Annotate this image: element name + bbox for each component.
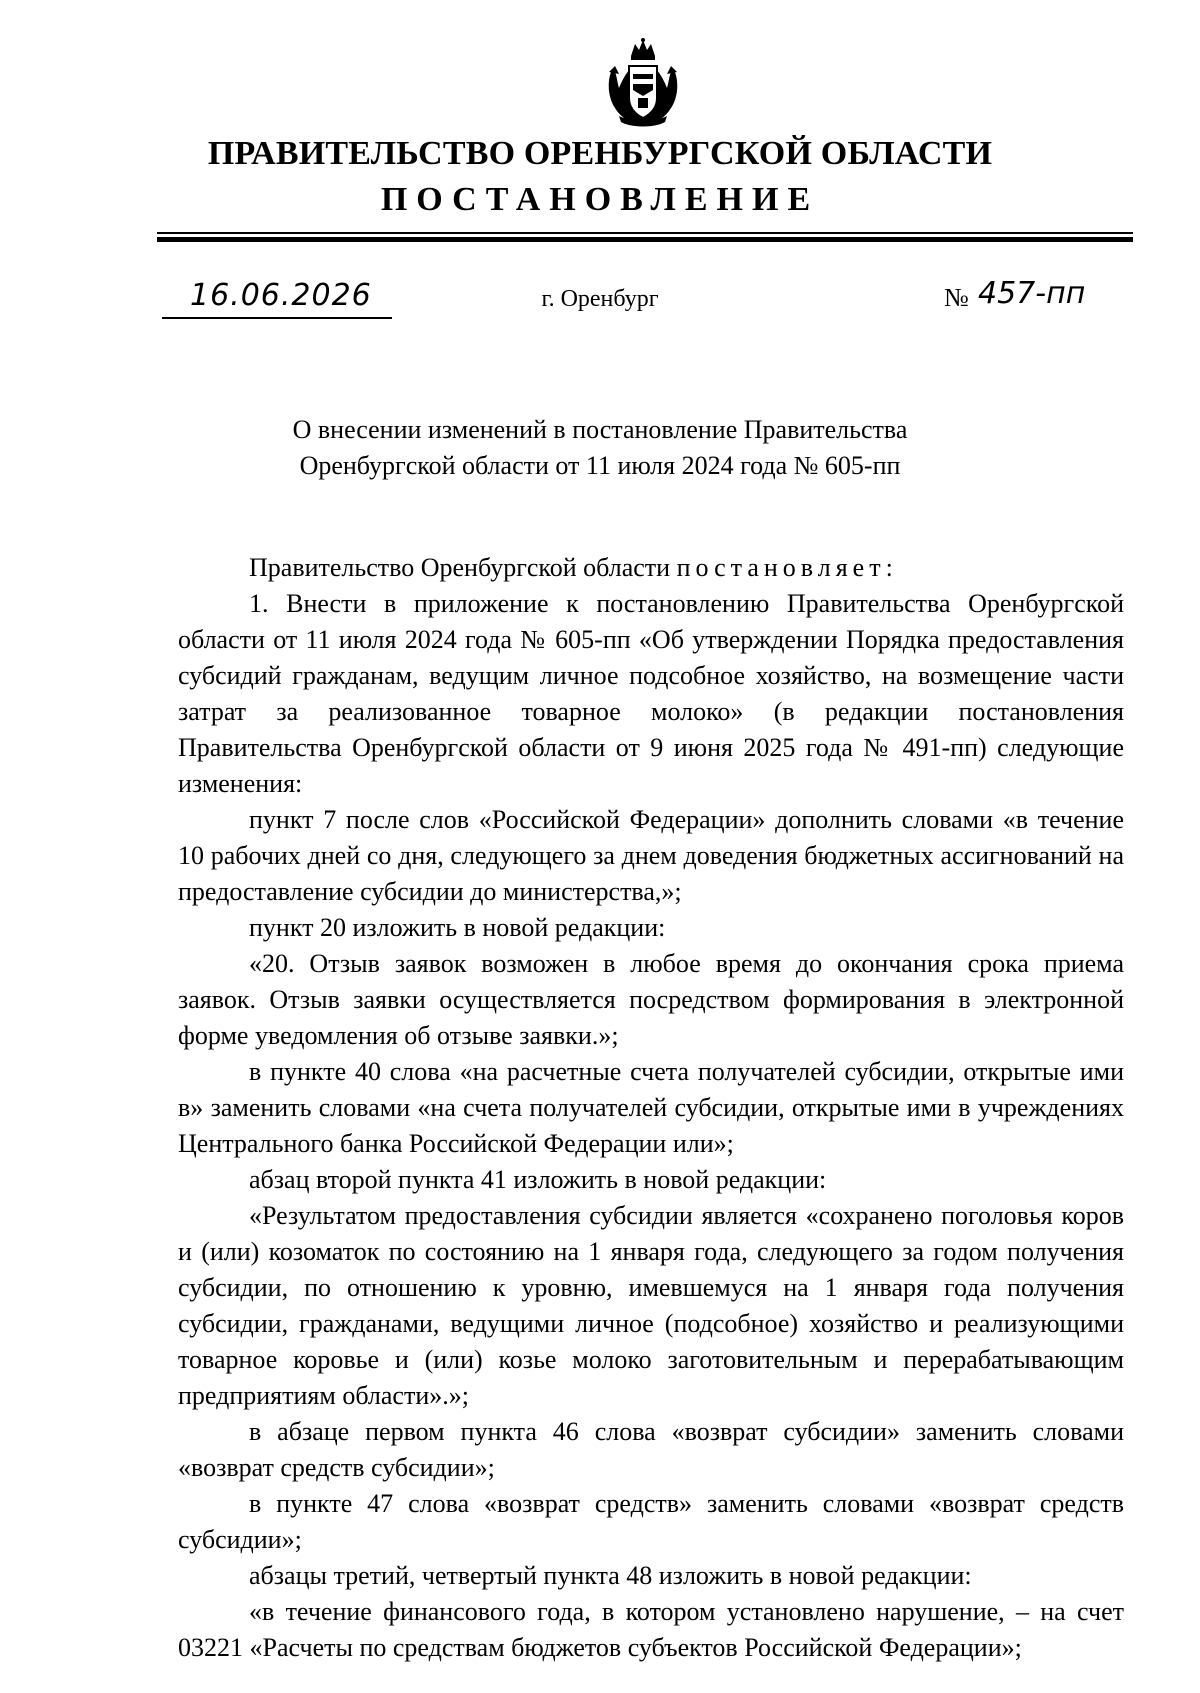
document-body xyxy=(178,550,1124,1666)
intro-verb: постановляет: xyxy=(676,553,898,582)
header-divider-thick xyxy=(157,237,1133,242)
body-paragraph-2: пункт 7 после слов «Российской Федерации» дополнить словами «в течение 10 рабочих дней со дня, следующего за днем доведения бюджетных ассигнований на предоставление субсидии до министерства,»; xyxy=(178,805,1124,906)
document-type-title: ПОСТАНОВЛЕНИЕ xyxy=(380,181,820,218)
oblast-coat-of-arms-icon xyxy=(605,38,681,128)
body-paragraph-3: пункт 20 изложить в новой редакции: xyxy=(249,913,666,942)
document-number: 457-пп xyxy=(978,276,1086,311)
body-paragraph-9: в пункте 47 слова «возврат средств» заменить словами «возврат средств субсидии»; xyxy=(178,1489,1124,1554)
organization-title: ПРАВИТЕЛЬСТВО ОРЕНБУРГСКОЙ ОБЛАСТИ xyxy=(207,135,993,172)
document-number-label: № xyxy=(944,283,969,312)
body-paragraph-4: «20. Отзыв заявок возможен в любое время до окончания срока приема заявок. Отзыв заявки осуществляется посредством формирования в электронной форме уведомления об отзыве заявки.»; xyxy=(178,949,1124,1050)
date-underline xyxy=(162,317,392,319)
body-paragraph-7: «Результатом предоставления субсидии является «сохранено поголовья коров и (или) козоматок по состоянию на 1 января года, следующего за годом получения субсидии, по отношению к уровню, имевшемуся на 1 января года получения субсидии, гражданами, ведущими личное (подсобное) хозяйство и реализующими товарное коровье и (или) козье молоко заготовительным и перерабатывающим предприятиям области».»; xyxy=(178,1201,1124,1410)
body-paragraph-6: абзац второй пункта 41 изложить в новой редакции: xyxy=(249,1165,827,1194)
body-paragraph-10: абзацы третий, четвертый пункта 48 изложить в новой редакции: xyxy=(249,1561,972,1590)
subject-line-1: О внесении изменений в постановление Правительства xyxy=(292,415,908,444)
document-date: 16.06.2026 xyxy=(190,278,372,313)
subject-line-2: Оренбургской области от 11 июля 2024 года № 605-пп xyxy=(299,451,901,480)
header-divider-thin xyxy=(157,232,1133,234)
body-paragraph-5: в пункте 40 слова «на расчетные счета получателей субсидии, открытые ими в» заменить словами «на счета получателей субсидии, открытые ими в учреждениях Центрального банка Российской Федерации или»; xyxy=(178,1057,1124,1158)
body-paragraph-1: 1. Внести в приложение к постановлению Правительства Оренбургской области от 11 июля 2024 года № 605-пп «Об утверждении Порядка предоставления субсидий гражданам, ведущим личное подсобное хозяйство, на возмещение части затрат за реализованное товарное молоко» (в редакции постановления Правительства Оренбургской области от 9 июня 2025 года № 491-пп) следующие изменения: xyxy=(178,589,1124,798)
document-city: г. Оренбург xyxy=(541,286,659,312)
intro-prefix: Правительство Оренбургской области xyxy=(249,553,671,582)
document-subject xyxy=(0,412,1200,484)
body-intro xyxy=(178,550,1124,586)
body-paragraph-11: «в течение финансового года, в котором установлено нарушение, – на счет 03221 «Расчеты по средствам бюджетов субъектов Российской Федерации»; xyxy=(178,1597,1124,1662)
body-paragraph-8: в абзаце первом пункта 46 слова «возврат субсидии» заменить словами «возврат средств субсидии»; xyxy=(178,1417,1124,1482)
